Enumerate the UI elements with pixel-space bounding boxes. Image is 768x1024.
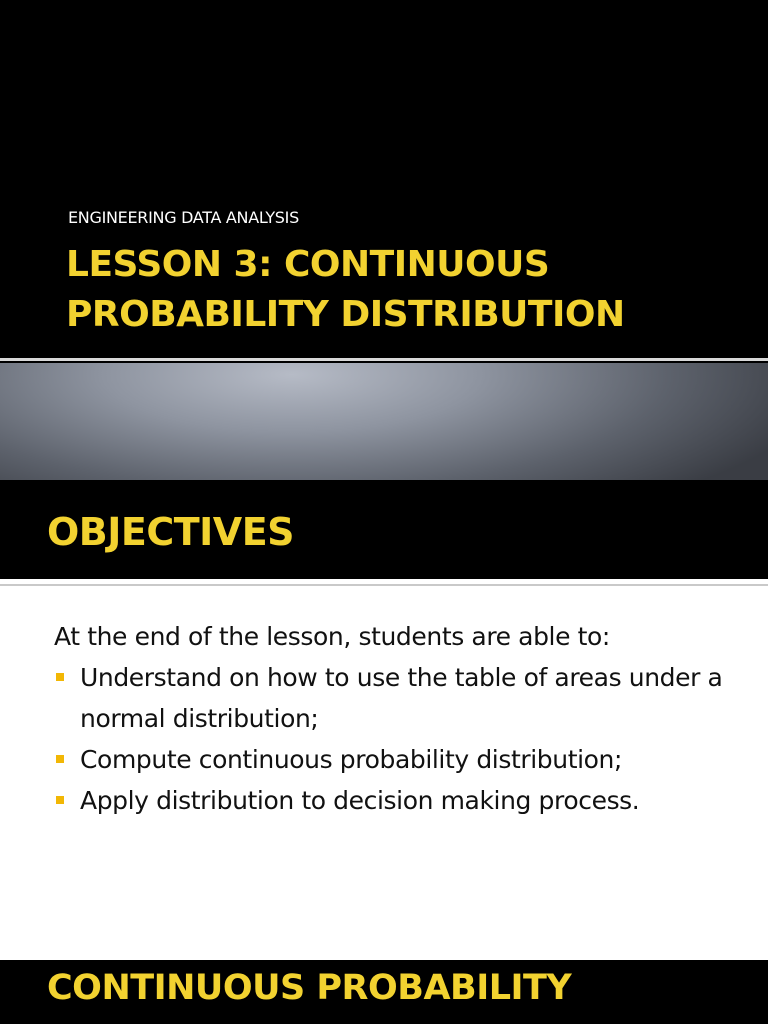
lesson-title-line-2: PROBABILITY DISTRIBUTION bbox=[66, 294, 625, 335]
list-item-text: Understand on how to use the table of areas under a normal distribution; bbox=[80, 663, 723, 733]
objectives-intro: At the end of the lesson, students are able to: bbox=[54, 622, 610, 651]
objectives-divider bbox=[0, 584, 768, 586]
course-subtitle: ENGINEERING DATA ANALYSIS bbox=[68, 208, 299, 227]
objectives-slide bbox=[0, 480, 768, 960]
list-item bbox=[54, 780, 754, 821]
objectives-content bbox=[54, 616, 754, 821]
list-item bbox=[54, 739, 754, 780]
square-bullet-icon bbox=[56, 796, 64, 804]
square-bullet-icon bbox=[56, 673, 64, 681]
objectives-header bbox=[0, 480, 768, 579]
objectives-list bbox=[54, 657, 754, 821]
list-item-text: Compute continuous probability distribution; bbox=[80, 745, 623, 774]
continuous-probability-slide bbox=[0, 960, 768, 1024]
gradient-band bbox=[0, 363, 768, 480]
title-slide bbox=[0, 0, 768, 480]
list-item-text: Apply distribution to decision making process. bbox=[80, 786, 640, 815]
list-item bbox=[54, 657, 754, 739]
lesson-title bbox=[66, 240, 766, 340]
square-bullet-icon bbox=[56, 755, 64, 763]
lesson-title-line-1: LESSON 3: CONTINUOUS bbox=[66, 244, 550, 285]
continuous-probability-title: CONTINUOUS PROBABILITY bbox=[47, 968, 572, 1008]
title-divider bbox=[0, 358, 768, 361]
objectives-title: OBJECTIVES bbox=[47, 510, 295, 554]
